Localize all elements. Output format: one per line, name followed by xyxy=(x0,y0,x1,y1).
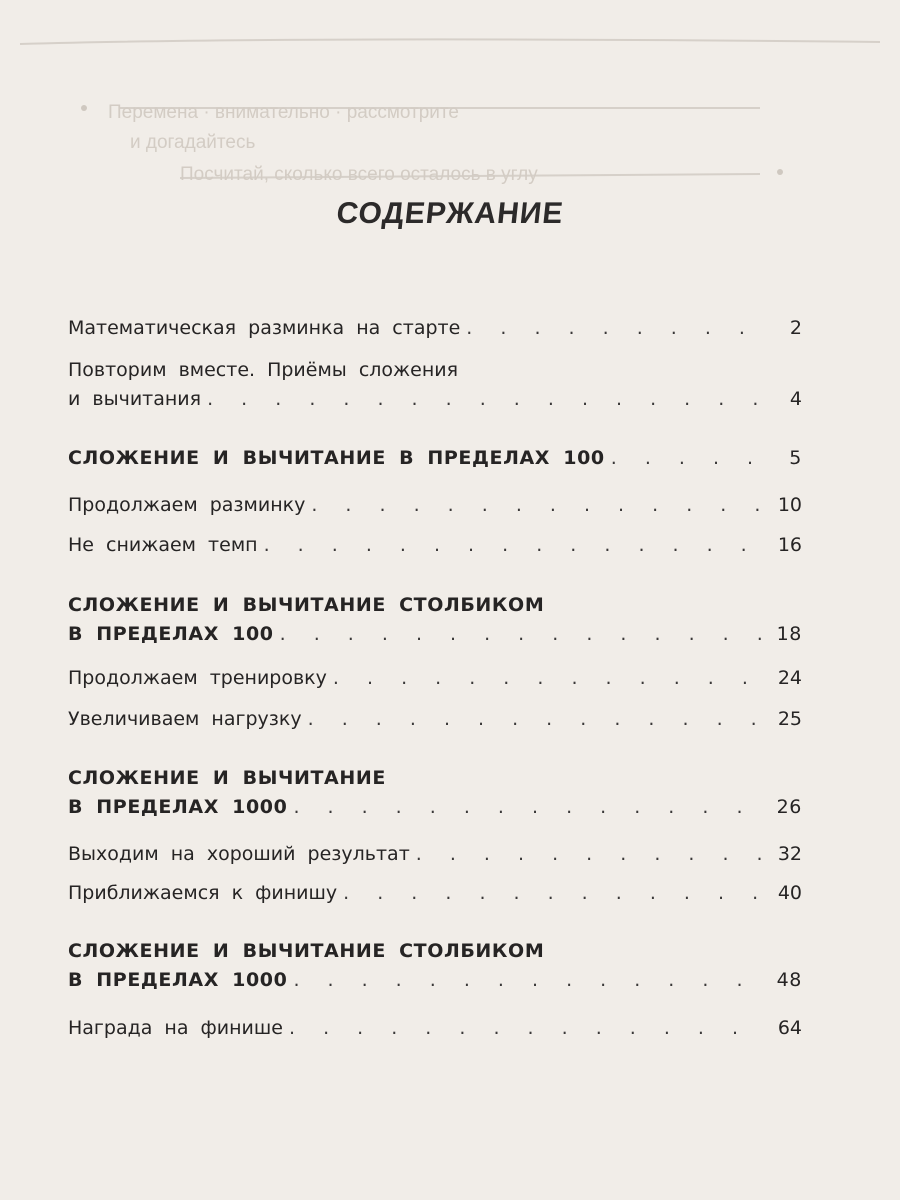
toc-section-title: В ПРЕДЕЛАХ 100 xyxy=(68,623,274,645)
toc-entry[interactable] xyxy=(68,664,802,693)
dot-leader xyxy=(207,385,768,414)
toc-entry-title: Приближаемся к финишу xyxy=(68,882,338,904)
toc-section-title-line1: СЛОЖЕНИЕ И ВЫЧИТАНИЕ xyxy=(68,767,386,789)
dot-leader xyxy=(311,491,768,520)
toc-page-number: 26 xyxy=(776,796,802,818)
dot-leader xyxy=(293,793,768,822)
toc-entry[interactable] xyxy=(68,705,802,734)
toc-section[interactable] xyxy=(68,444,802,473)
dot-leader xyxy=(280,620,768,649)
toc-entry-title: Продолжаем разминку xyxy=(68,494,306,516)
dot-leader xyxy=(293,966,768,995)
toc-entry-title: Выходим на хороший результат xyxy=(68,843,410,865)
dot-leader xyxy=(611,444,768,473)
toc-entry[interactable] xyxy=(68,1014,802,1043)
bleed-line-2: и догадайтесь xyxy=(130,132,256,153)
toc-section-title: СЛОЖЕНИЕ И ВЫЧИТАНИЕ В ПРЕДЕЛАХ 100 xyxy=(68,447,605,469)
toc-entry-title-line1: Повторим вместе. Приёмы сложения xyxy=(68,359,459,381)
toc-page-number: 18 xyxy=(776,623,802,645)
toc-section[interactable] xyxy=(68,937,802,995)
bleed-line-1: Перемена · внимательно · рассмотрите xyxy=(108,102,459,123)
toc-entry-title: Награда на финише xyxy=(68,1017,283,1039)
toc-section-title: В ПРЕДЕЛАХ 1000 xyxy=(68,969,288,991)
contents-title: СОДЕРЖАНИЕ xyxy=(334,197,566,230)
toc-entry-title: Увеличиваем нагрузку xyxy=(68,708,302,730)
toc-entry-title: и вычитания xyxy=(68,388,202,410)
toc-section[interactable] xyxy=(68,764,802,822)
toc-section-title: В ПРЕДЕЛАХ 1000 xyxy=(68,796,288,818)
toc-page-number: 4 xyxy=(789,388,802,410)
dot-leader xyxy=(264,531,768,560)
toc-page-number: 10 xyxy=(777,494,802,516)
dot-leader xyxy=(416,840,768,869)
toc-entry-title: Математическая разминка на старте xyxy=(68,317,461,339)
toc-section-title-line1: СЛОЖЕНИЕ И ВЫЧИТАНИЕ СТОЛБИКОМ xyxy=(68,940,545,962)
toc-entry[interactable] xyxy=(68,491,802,520)
bleed-through-background xyxy=(0,0,900,200)
dot-leader xyxy=(333,664,768,693)
toc-page-number: 25 xyxy=(777,708,802,730)
dot-leader xyxy=(466,314,768,343)
toc-entry-title: Не снижаем темп xyxy=(68,534,258,556)
toc-entry[interactable] xyxy=(68,356,802,414)
toc-page-number: 5 xyxy=(789,447,802,469)
toc-page-number: 64 xyxy=(777,1017,802,1039)
toc-entry[interactable] xyxy=(68,840,802,869)
toc-entry-title: Продолжаем тренировку xyxy=(68,667,327,689)
bleed-line-3: Посчитай, сколько всего осталось в углу xyxy=(180,164,538,185)
dot-leader xyxy=(289,1014,768,1043)
toc-page-number: 40 xyxy=(777,882,802,904)
dot-leader xyxy=(343,879,768,908)
toc-page-number: 16 xyxy=(777,534,802,556)
toc-page-number: 24 xyxy=(777,667,802,689)
toc-section[interactable] xyxy=(68,591,802,649)
toc-entry[interactable] xyxy=(68,531,802,560)
toc-entry[interactable] xyxy=(68,314,802,343)
toc-page-number: 48 xyxy=(776,969,802,991)
toc-section-title-line1: СЛОЖЕНИЕ И ВЫЧИТАНИЕ СТОЛБИКОМ xyxy=(68,594,545,616)
dot-leader xyxy=(308,705,768,734)
toc-page-number: 2 xyxy=(789,317,802,339)
toc-entry[interactable] xyxy=(68,879,802,908)
toc-page-number: 32 xyxy=(777,843,802,865)
